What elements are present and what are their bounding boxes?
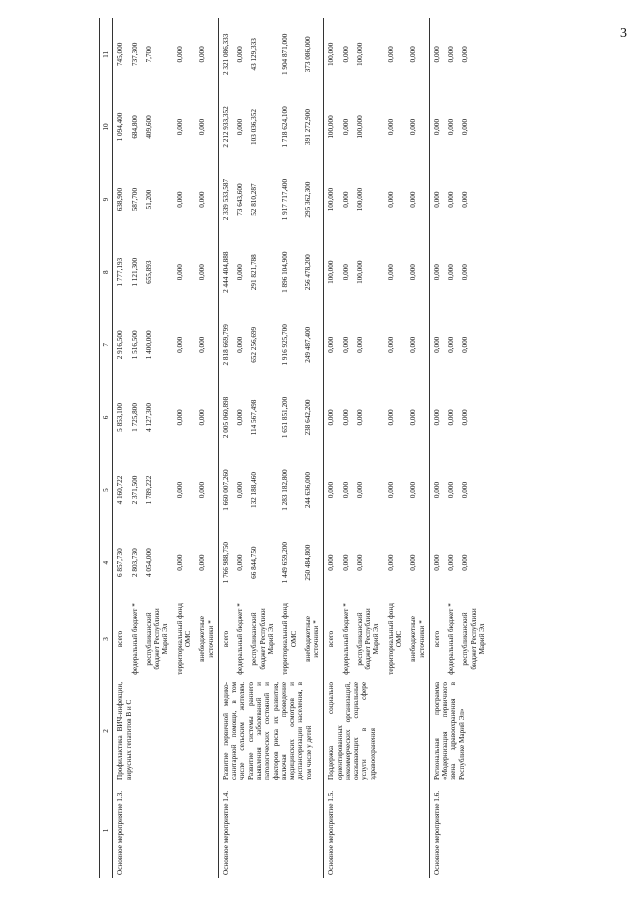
description-cell: Поддержка социально ориентированных некоммерческих организаций, оказывающих социальные услуги в сфере здравоохранения [324, 679, 430, 783]
value-cell: 256 478,200 [303, 254, 312, 291]
value-cell: 2 803,730 [130, 548, 139, 578]
value-cell: 1 896 104,900 [281, 251, 290, 293]
value-cell: 4 160,722 [116, 475, 125, 505]
value-cell: 745,000 [116, 42, 125, 67]
value-cell: 73 643,600 [236, 183, 245, 216]
value-cell: 391 272,900 [303, 109, 312, 145]
value-cell: 2 005 060,898 [218, 381, 233, 454]
value-cell: 0,000 [386, 118, 395, 136]
value-cell: 238 642,200 [303, 399, 312, 436]
description-cell: Региональная программа «Модернизация первичного звена здравоохранения в Республике Марий Эл» [429, 679, 489, 783]
value-cell: 0,000 [461, 481, 470, 499]
value-cell: 7,700 [144, 46, 153, 63]
value-cell: 0,000 [355, 409, 364, 426]
value-cell: 2 916,500 [116, 330, 125, 360]
value-cell: 0,000 [409, 409, 418, 426]
value-cell: 0,000 [341, 481, 350, 499]
column-header: 8 [100, 236, 113, 309]
value-cell: 0,000 [386, 46, 395, 63]
value-cell: 0,000 [324, 309, 339, 382]
activity-cell: Основное мероприятие 1.6. [429, 783, 489, 878]
value-cell: 0,000 [341, 264, 350, 281]
page-number: 3 [620, 26, 627, 41]
value-cell: 0,000 [198, 554, 207, 571]
value-cell: 0,000 [341, 554, 350, 571]
value-cell: 638,900 [116, 187, 125, 212]
value-cell: 0,000 [355, 554, 364, 571]
value-cell: 0,000 [429, 163, 444, 236]
value-cell: 0,000 [409, 118, 418, 136]
value-cell: 0,000 [429, 236, 444, 309]
value-cell: 0,000 [175, 118, 184, 136]
value-cell: 0,000 [386, 336, 395, 353]
value-cell: 0,000 [447, 409, 456, 426]
value-cell: 0,000 [236, 264, 245, 281]
value-cell: 0,000 [198, 409, 207, 426]
value-cell: 0,000 [409, 46, 418, 63]
value-cell: 0,000 [386, 264, 395, 281]
value-cell: 0,000 [386, 191, 395, 208]
value-cell: 0,000 [175, 264, 184, 281]
value-cell: 0,000 [461, 336, 470, 353]
value-cell: 1 449 659,200 [281, 541, 290, 584]
value-cell: 100,000 [324, 236, 339, 309]
value-cell: 66 844,750 [250, 546, 259, 579]
funding-source-cell: внебюджетные источники * [303, 616, 321, 662]
value-cell: 0,000 [409, 336, 418, 353]
value-cell: 100,000 [324, 18, 339, 91]
value-cell: 1 766 988,750 [218, 526, 233, 599]
value-cell: 0,000 [341, 46, 350, 63]
value-cell: 1 094,400 [116, 112, 125, 142]
activity-cell: Основное мероприятие 1.5. [324, 783, 430, 878]
funding-source-cell: республиканский бюджет Республики Марий Эл [144, 608, 170, 670]
value-cell: 0,000 [409, 554, 418, 571]
rotated-table-container [99, 18, 489, 878]
value-cell: 0,000 [341, 118, 350, 136]
column-header: 1 [100, 783, 113, 878]
value-cell: 0,000 [409, 481, 418, 499]
table-row [324, 18, 339, 878]
value-cell: 0,000 [236, 118, 245, 136]
table-body [113, 18, 490, 878]
value-cell: 0,000 [447, 264, 456, 281]
value-cell: 100,000 [355, 187, 364, 212]
value-cell: 0,000 [355, 336, 364, 353]
value-cell: 1 725,800 [130, 403, 139, 432]
value-cell: 5 853,100 [116, 403, 125, 432]
value-cell: 295 362,300 [303, 181, 312, 218]
value-cell: 1 917 717,400 [281, 178, 290, 221]
value-cell: 0,000 [447, 118, 456, 136]
description-cell: Развитие первичной медико-санитарной помощи, в том числе сельским жителям. Развитие системы раннего выявления заболеваний и патологических состояний и факторов риска их развития, включая проведение медицинских осмотров и диспансеризации населения, в том числе у детей [218, 679, 324, 783]
value-cell: 1 904 871,000 [281, 33, 290, 76]
funding-source-cell: всего [429, 599, 444, 679]
value-cell: 0,000 [386, 409, 395, 426]
value-cell: 1 718 624,100 [281, 106, 290, 148]
value-cell: 51,200 [144, 189, 153, 210]
column-header: 6 [100, 381, 113, 454]
value-cell: 43 129,333 [250, 38, 259, 71]
value-cell: 0,000 [447, 46, 456, 63]
value-cell: 0,000 [461, 118, 470, 136]
table-row [218, 18, 233, 878]
value-cell: 0,000 [429, 381, 444, 454]
value-cell: 587,700 [130, 187, 139, 212]
value-cell: 655,893 [144, 260, 153, 284]
column-header: 2 [100, 679, 113, 783]
value-cell: 2 212 933,352 [218, 91, 233, 164]
column-header: 9 [100, 163, 113, 236]
value-cell: 0,000 [175, 554, 184, 571]
value-cell: 0,000 [341, 336, 350, 353]
value-cell: 4 127,300 [144, 403, 153, 432]
value-cell: 0,000 [429, 18, 444, 91]
value-cell: 52 810,287 [250, 183, 259, 216]
table-row [429, 18, 444, 878]
value-cell: 0,000 [175, 191, 184, 208]
value-cell: 0,000 [447, 336, 456, 353]
value-cell: 0,000 [461, 264, 470, 281]
value-cell: 0,000 [447, 191, 456, 208]
value-cell: 1 121,300 [130, 257, 139, 287]
value-cell: 103 036,352 [250, 109, 259, 145]
value-cell: 0,000 [198, 46, 207, 63]
funding-source-cell: федеральный бюджет * [447, 603, 456, 675]
funding-source-cell: всего [218, 599, 233, 679]
funding-source-cell: внебюджетные источники * [198, 616, 215, 662]
value-cell: 0,000 [447, 481, 456, 499]
value-cell: 100,000 [355, 260, 364, 284]
value-cell: 0,000 [341, 409, 350, 426]
value-cell: 373 086,000 [303, 36, 312, 73]
value-cell: 0,000 [198, 264, 207, 281]
activity-cell: Основное мероприятие 1.3. [116, 790, 125, 875]
value-cell: 2 339 533,587 [218, 163, 233, 236]
table-row [113, 18, 128, 878]
value-cell: 0,000 [198, 118, 207, 136]
value-cell: 0,000 [236, 481, 245, 499]
value-cell: 0,000 [198, 191, 207, 208]
value-cell: 0,000 [355, 481, 364, 499]
value-cell: 0,000 [324, 454, 339, 527]
funding-source-cell: республиканский бюджет Республики Марий Эл [355, 608, 381, 670]
funding-source-cell: федеральный бюджет * [130, 603, 139, 675]
value-cell: 1 400,000 [144, 330, 153, 360]
funding-source-cell: территориальный фонд ОМС [175, 603, 192, 675]
value-cell: 684,800 [130, 115, 139, 139]
value-cell: 0,000 [175, 336, 184, 353]
value-cell: 2 444 404,888 [218, 236, 233, 309]
value-cell: 0,000 [429, 454, 444, 527]
value-cell: 0,000 [429, 91, 444, 164]
value-cell: 0,000 [198, 481, 207, 499]
value-cell: 1 777,193 [116, 257, 125, 287]
column-header: 7 [100, 309, 113, 382]
value-cell: 0,000 [386, 481, 395, 499]
value-cell: 0,000 [409, 264, 418, 281]
funding-table [99, 18, 489, 878]
description-cell: Профилактика ВИЧ-инфекции, вирусных гепатитов В и С [116, 681, 133, 780]
funding-source-cell: федеральный бюджет * [341, 603, 350, 675]
value-cell: 1 660 007,260 [218, 454, 233, 527]
value-cell: 114 567,498 [250, 399, 259, 436]
value-cell: 0,000 [461, 191, 470, 208]
value-cell: 1 789,222 [144, 475, 153, 505]
value-cell: 1 283 182,800 [281, 469, 290, 511]
value-cell: 0,000 [461, 46, 470, 63]
value-cell: 0,000 [429, 526, 444, 599]
value-cell: 250 484,800 [303, 544, 312, 581]
column-header: 11 [100, 18, 113, 91]
funding-source-cell: внебюджетные источники * [409, 616, 426, 662]
funding-source-cell: всего [324, 599, 339, 679]
value-cell: 737,300 [130, 42, 139, 67]
value-cell: 0,000 [409, 191, 418, 208]
value-cell: 0,000 [236, 554, 245, 571]
column-header: 3 [100, 599, 113, 679]
value-cell: 0,000 [429, 309, 444, 382]
funding-source-cell: территориальный фонд ОМС [386, 603, 404, 675]
value-cell: 0,000 [461, 409, 470, 426]
value-cell: 249 487,400 [303, 326, 312, 363]
value-cell: 2 321 086,333 [218, 18, 233, 91]
value-cell: 0,000 [236, 46, 245, 63]
funding-source-cell: федеральный бюджет * [236, 603, 245, 675]
column-header: 10 [100, 91, 113, 164]
value-cell: 409,600 [144, 115, 153, 139]
value-cell: 0,000 [175, 481, 184, 499]
funding-source-cell: всего [116, 630, 125, 648]
value-cell: 0,000 [341, 191, 350, 208]
value-cell: 244 636,000 [303, 472, 312, 509]
funding-source-cell: территориальный фонд ОМС [281, 603, 298, 675]
value-cell: 2 818 669,799 [218, 309, 233, 382]
value-cell: 0,000 [236, 336, 245, 353]
value-cell: 2 371,500 [130, 475, 139, 505]
value-cell: 0,000 [461, 554, 470, 571]
value-cell: 1 651 851,200 [281, 396, 290, 439]
activity-cell: Основное мероприятие 1.4. [218, 783, 324, 878]
value-cell: 0,000 [236, 409, 245, 426]
value-cell: 0,000 [324, 526, 339, 599]
value-cell: 291 821,788 [250, 254, 259, 291]
value-cell: 1 516,500 [130, 330, 139, 360]
value-cell: 132 188,460 [250, 472, 259, 509]
funding-source-cell: республиканский бюджет Республики Марий Эл [250, 608, 275, 670]
value-cell: 0,000 [324, 381, 339, 454]
value-cell: 100,000 [324, 163, 339, 236]
header-row [100, 18, 113, 878]
value-cell: 0,000 [447, 554, 456, 571]
value-cell: 100,000 [324, 91, 339, 164]
value-cell: 100,000 [355, 42, 364, 67]
value-cell: 0,000 [198, 336, 207, 353]
value-cell: 4 054,000 [144, 548, 153, 578]
column-header: 5 [100, 454, 113, 527]
value-cell: 652 256,699 [250, 326, 259, 363]
value-cell: 1 916 925,700 [281, 324, 290, 366]
value-cell: 0,000 [175, 46, 184, 63]
value-cell: 6 857,730 [116, 548, 125, 578]
value-cell: 0,000 [386, 554, 395, 571]
column-header: 4 [100, 526, 113, 599]
funding-source-cell: республиканский бюджет Республики Марий Эл [461, 608, 486, 670]
value-cell: 100,000 [355, 115, 364, 139]
value-cell: 0,000 [175, 409, 184, 426]
